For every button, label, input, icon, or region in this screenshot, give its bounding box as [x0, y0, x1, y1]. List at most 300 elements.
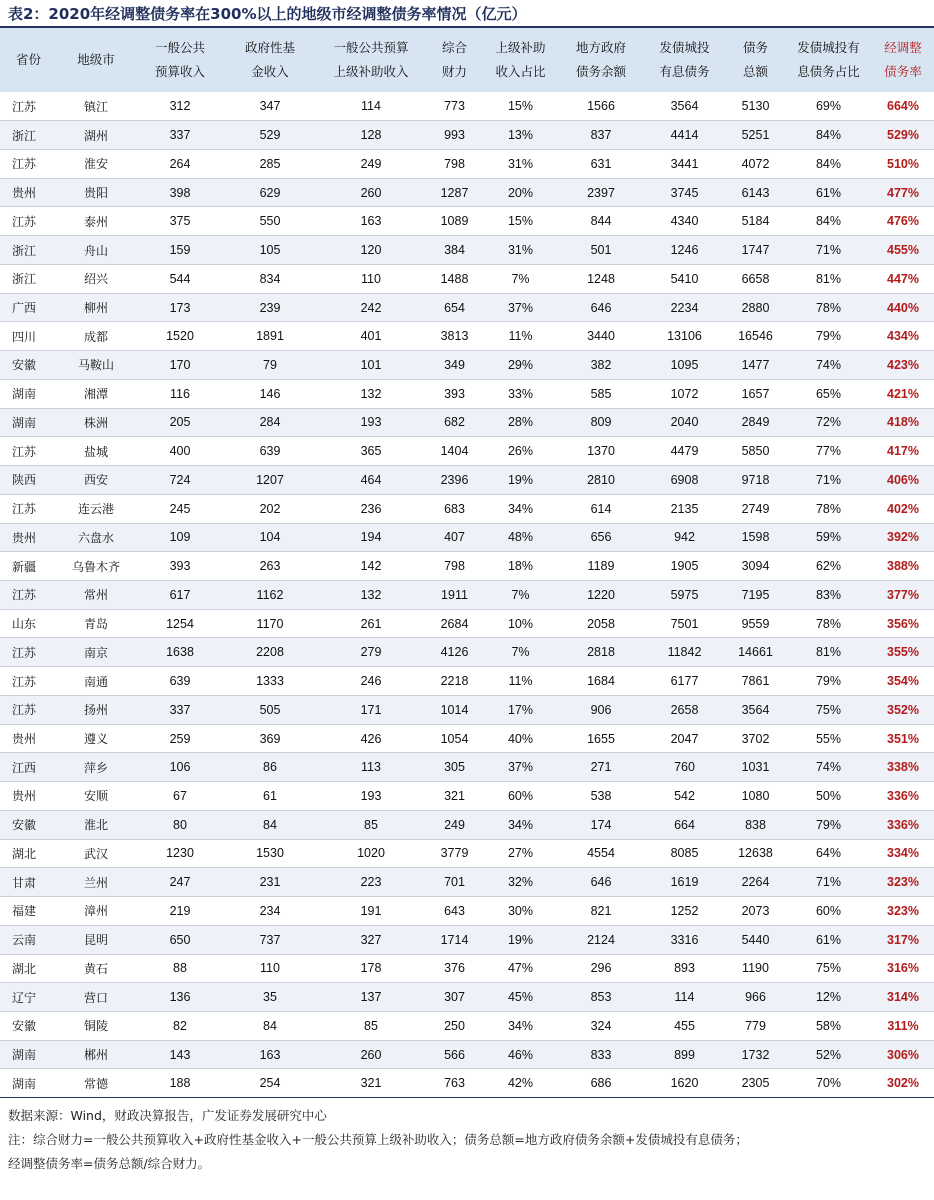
table-cell: 249: [315, 149, 427, 178]
column-header-line: 有息债务: [659, 64, 710, 79]
table-cell: 1638: [135, 638, 225, 667]
table-cell: 4554: [559, 839, 643, 868]
table-cell: 61%: [785, 925, 872, 954]
table-cell: 安徽: [0, 810, 57, 839]
table-cell: 湖北: [0, 954, 57, 983]
table-cell: 2810: [559, 466, 643, 495]
table-cell: 2749: [726, 494, 785, 523]
table-cell: 2124: [559, 925, 643, 954]
table-cell: 110: [225, 954, 315, 983]
table-cell: 392%: [872, 523, 934, 552]
table-cell: 71%: [785, 466, 872, 495]
table-cell: 江苏: [0, 437, 57, 466]
table-cell: 1054: [427, 724, 482, 753]
table-cell: 湖南: [0, 408, 57, 437]
table-row: [0, 753, 934, 782]
table-cell: 585: [559, 379, 643, 408]
table-cell: 舟山: [57, 236, 135, 265]
table-cell: 285: [225, 149, 315, 178]
table-row: [0, 494, 934, 523]
table-cell: 1207: [225, 466, 315, 495]
source-note: 数据来源：Wind，财政决算报告，广发证券发展研究中心: [8, 1108, 327, 1124]
table-cell: 798: [427, 552, 482, 581]
table-cell: 400: [135, 437, 225, 466]
table-cell: 407: [427, 523, 482, 552]
table-cell: 19%: [482, 925, 559, 954]
table-row: [0, 207, 934, 236]
table-cell: 382: [559, 351, 643, 380]
column-header: [785, 28, 872, 92]
table-cell: 2058: [559, 609, 643, 638]
table-cell: 120: [315, 236, 427, 265]
table-cell: 1089: [427, 207, 482, 236]
table-cell: 1080: [726, 782, 785, 811]
column-header-line: 综合: [441, 40, 467, 55]
table-cell: 966: [726, 983, 785, 1012]
table-header-row: [0, 28, 934, 92]
table-cell: 682: [427, 408, 482, 437]
table-row: [0, 552, 934, 581]
table-cell: 510%: [872, 149, 934, 178]
table-cell: 398: [135, 178, 225, 207]
table-cell: 336%: [872, 810, 934, 839]
table-cell: 85: [315, 1012, 427, 1041]
table-cell: 3094: [726, 552, 785, 581]
table-cell: 234: [225, 897, 315, 926]
table-cell: 15%: [482, 207, 559, 236]
table-cell: 1072: [643, 379, 726, 408]
table-cell: 821: [559, 897, 643, 926]
table-cell: 724: [135, 466, 225, 495]
table-cell: 231: [225, 868, 315, 897]
table-row: [0, 667, 934, 696]
table-cell: 常德: [57, 1069, 135, 1098]
table-cell: 4126: [427, 638, 482, 667]
column-header-line: 上级补助: [495, 40, 546, 55]
table-cell: 湘潭: [57, 379, 135, 408]
table-cell: 132: [315, 580, 427, 609]
table-cell: 1020: [315, 839, 427, 868]
table-cell: 88: [135, 954, 225, 983]
table-cell: 1620: [643, 1069, 726, 1098]
table-cell: 74%: [785, 753, 872, 782]
table-cell: 205: [135, 408, 225, 437]
table-cell: 4072: [726, 149, 785, 178]
table-cell: 84%: [785, 207, 872, 236]
table-cell: 广西: [0, 293, 57, 322]
table-cell: 79: [225, 351, 315, 380]
table-cell: 356%: [872, 609, 934, 638]
table-cell: 淮北: [57, 810, 135, 839]
table-cell: 323%: [872, 897, 934, 926]
table-cell: 279: [315, 638, 427, 667]
table-cell: 27%: [482, 839, 559, 868]
table-cell: 369: [225, 724, 315, 753]
table-cell: 13%: [482, 121, 559, 150]
table-cell: 18%: [482, 552, 559, 581]
column-header: [643, 28, 726, 92]
table-cell: 28%: [482, 408, 559, 437]
table-row: [0, 121, 934, 150]
table-cell: 34%: [482, 1012, 559, 1041]
table-cell: 906: [559, 695, 643, 724]
table-cell: 84: [225, 810, 315, 839]
table-cell: 江苏: [0, 580, 57, 609]
note-line-2: 经调整债务率=债务总额/综合财力。: [8, 1156, 211, 1172]
table-cell: 安徽: [0, 1012, 57, 1041]
table-row: [0, 954, 934, 983]
table-cell: 1248: [559, 264, 643, 293]
table-cell: 漳州: [57, 897, 135, 926]
table-cell: 249: [427, 810, 482, 839]
column-header-line: 一般公共: [154, 40, 205, 55]
table-cell: 江西: [0, 753, 57, 782]
table-cell: 529: [225, 121, 315, 150]
table-cell: 1732: [726, 1040, 785, 1069]
table-cell: 128: [315, 121, 427, 150]
table-cell: 388%: [872, 552, 934, 581]
table-cell: 6908: [643, 466, 726, 495]
table-cell: 26%: [482, 437, 559, 466]
table-cell: 70%: [785, 1069, 872, 1098]
table-cell: 263: [225, 552, 315, 581]
table-cell: 178: [315, 954, 427, 983]
table-cell: 323%: [872, 868, 934, 897]
table-cell: 317%: [872, 925, 934, 954]
table-cell: 501: [559, 236, 643, 265]
table-cell: 61%: [785, 178, 872, 207]
table-cell: 2397: [559, 178, 643, 207]
table-row: [0, 322, 934, 351]
table-cell: 306%: [872, 1040, 934, 1069]
table-cell: 311%: [872, 1012, 934, 1041]
table-cell: 701: [427, 868, 482, 897]
table-cell: 550: [225, 207, 315, 236]
table-cell: 萍乡: [57, 753, 135, 782]
table-cell: 40%: [482, 724, 559, 753]
table-cell: 401: [315, 322, 427, 351]
table-cell: 114: [315, 92, 427, 121]
table-cell: 838: [726, 810, 785, 839]
table-cell: 664: [643, 810, 726, 839]
table-cell: 79%: [785, 322, 872, 351]
table-cell: 成都: [57, 322, 135, 351]
table-cell: 淮安: [57, 149, 135, 178]
table-cell: 223: [315, 868, 427, 897]
column-header-line: 上级补助收入: [333, 64, 409, 79]
table-cell: 377%: [872, 580, 934, 609]
table-cell: 1404: [427, 437, 482, 466]
table-cell: 426: [315, 724, 427, 753]
table-cell: 421%: [872, 379, 934, 408]
table-cell: 834: [225, 264, 315, 293]
table-cell: 375: [135, 207, 225, 236]
table-cell: 3316: [643, 925, 726, 954]
table-cell: 193: [315, 782, 427, 811]
table-row: [0, 609, 934, 638]
table-cell: 354%: [872, 667, 934, 696]
table-cell: 942: [643, 523, 726, 552]
table-cell: 绍兴: [57, 264, 135, 293]
table-cell: 654: [427, 293, 482, 322]
table-cell: 114: [643, 983, 726, 1012]
table-cell: 260: [315, 178, 427, 207]
table-cell: 406%: [872, 466, 934, 495]
column-header-line: 经调整: [884, 40, 922, 55]
table-cell: 1684: [559, 667, 643, 696]
table-cell: 254: [225, 1069, 315, 1098]
table-cell: 110: [315, 264, 427, 293]
table-row: [0, 351, 934, 380]
table-cell: 64%: [785, 839, 872, 868]
table-cell: 1911: [427, 580, 482, 609]
column-header-line: 发债城投有: [797, 40, 860, 55]
table-cell: 316%: [872, 954, 934, 983]
table-cell: 1254: [135, 609, 225, 638]
table-cell: 11%: [482, 322, 559, 351]
table-cell: 1598: [726, 523, 785, 552]
table-cell: 17%: [482, 695, 559, 724]
table-cell: 江苏: [0, 149, 57, 178]
table-cell: 1477: [726, 351, 785, 380]
table-cell: 113: [315, 753, 427, 782]
table-row: [0, 695, 934, 724]
table-cell: 542: [643, 782, 726, 811]
table-cell: 5184: [726, 207, 785, 236]
table-cell: 477%: [872, 178, 934, 207]
table-cell: 7195: [726, 580, 785, 609]
table-cell: 12638: [726, 839, 785, 868]
table-cell: 544: [135, 264, 225, 293]
table-cell: 江苏: [0, 638, 57, 667]
column-header-line: 息债务占比: [797, 64, 860, 79]
table-cell: 338%: [872, 753, 934, 782]
table-cell: 245: [135, 494, 225, 523]
table-cell: 6177: [643, 667, 726, 696]
column-header: [427, 28, 482, 92]
table-cell: 福建: [0, 897, 57, 926]
table-cell: 844: [559, 207, 643, 236]
column-header: [482, 28, 559, 92]
table-cell: 1230: [135, 839, 225, 868]
table-row: [0, 897, 934, 926]
table-cell: 14661: [726, 638, 785, 667]
column-header: [135, 28, 225, 92]
table-cell: 236: [315, 494, 427, 523]
table-cell: 324: [559, 1012, 643, 1041]
table-cell: 71%: [785, 236, 872, 265]
table-cell: 1566: [559, 92, 643, 121]
table-cell: 湖南: [0, 1040, 57, 1069]
table-title: 表2：2020年经调整债务率在300%以上的地级市经调整债务率情况（亿元）: [0, 0, 934, 28]
table-cell: 2135: [643, 494, 726, 523]
column-header-line: 总额: [742, 64, 768, 79]
table-cell: 84%: [785, 121, 872, 150]
table-cell: 四川: [0, 322, 57, 351]
table-cell: 2396: [427, 466, 482, 495]
table-cell: 614: [559, 494, 643, 523]
table-cell: 105: [225, 236, 315, 265]
table-cell: 79%: [785, 810, 872, 839]
table-cell: 7%: [482, 638, 559, 667]
table-cell: 72%: [785, 408, 872, 437]
table-cell: 48%: [482, 523, 559, 552]
table-cell: 384: [427, 236, 482, 265]
table-cell: 1095: [643, 351, 726, 380]
table-cell: 3441: [643, 149, 726, 178]
table-cell: 遵义: [57, 724, 135, 753]
table-cell: 239: [225, 293, 315, 322]
table-cell: 305: [427, 753, 482, 782]
table-cell: 湖州: [57, 121, 135, 150]
table-cell: 1170: [225, 609, 315, 638]
table-cell: 505: [225, 695, 315, 724]
table-cell: 351%: [872, 724, 934, 753]
table-cell: 山东: [0, 609, 57, 638]
table-body: [0, 92, 934, 1098]
table-cell: 646: [559, 293, 643, 322]
table-cell: 2218: [427, 667, 482, 696]
table-cell: 连云港: [57, 494, 135, 523]
table-cell: 7501: [643, 609, 726, 638]
table-cell: 137: [315, 983, 427, 1012]
table-cell: 3564: [643, 92, 726, 121]
table-cell: 3440: [559, 322, 643, 351]
table-cell: 浙江: [0, 236, 57, 265]
table-cell: 321: [315, 1069, 427, 1098]
table-cell: 1530: [225, 839, 315, 868]
table-cell: 146: [225, 379, 315, 408]
column-header-line: 预算收入: [154, 64, 205, 79]
table-cell: 湖南: [0, 379, 57, 408]
table-cell: 347: [225, 92, 315, 121]
table-cell: 464: [315, 466, 427, 495]
table-row: [0, 868, 934, 897]
table-cell: 2208: [225, 638, 315, 667]
table-row: [0, 839, 934, 868]
table-cell: 47%: [482, 954, 559, 983]
table-cell: 常州: [57, 580, 135, 609]
table-cell: 泰州: [57, 207, 135, 236]
table-cell: 45%: [482, 983, 559, 1012]
table-cell: 337: [135, 121, 225, 150]
table-cell: 辽宁: [0, 983, 57, 1012]
table-cell: 盐城: [57, 437, 135, 466]
table-cell: 南通: [57, 667, 135, 696]
column-header: [315, 28, 427, 92]
table-cell: 763: [427, 1069, 482, 1098]
table-cell: 1189: [559, 552, 643, 581]
table-cell: 16546: [726, 322, 785, 351]
table-cell: 349: [427, 351, 482, 380]
table-cell: 116: [135, 379, 225, 408]
table-cell: 434%: [872, 322, 934, 351]
table-cell: 59%: [785, 523, 872, 552]
table-cell: 柳州: [57, 293, 135, 322]
column-header-line: 发债城投: [659, 40, 710, 55]
table-cell: 31%: [482, 149, 559, 178]
table-cell: 新疆: [0, 552, 57, 581]
table-cell: 296: [559, 954, 643, 983]
table-cell: 3702: [726, 724, 785, 753]
table-cell: 737: [225, 925, 315, 954]
table-cell: 8085: [643, 839, 726, 868]
table-cell: 7%: [482, 264, 559, 293]
table-cell: 62%: [785, 552, 872, 581]
table-cell: 32%: [482, 868, 559, 897]
table-cell: 6143: [726, 178, 785, 207]
table-cell: 455%: [872, 236, 934, 265]
table-cell: 104: [225, 523, 315, 552]
table-cell: 307: [427, 983, 482, 1012]
table-row: [0, 782, 934, 811]
table-row: [0, 264, 934, 293]
table-cell: 5975: [643, 580, 726, 609]
table-cell: 1333: [225, 667, 315, 696]
table-cell: 浙江: [0, 121, 57, 150]
column-header: [726, 28, 785, 92]
table-cell: 1220: [559, 580, 643, 609]
table-cell: 5251: [726, 121, 785, 150]
table-cell: 617: [135, 580, 225, 609]
table-cell: 65%: [785, 379, 872, 408]
table-cell: 86: [225, 753, 315, 782]
table-cell: 779: [726, 1012, 785, 1041]
column-header-line: 省份: [15, 52, 41, 67]
table-cell: 46%: [482, 1040, 559, 1069]
table-cell: 352%: [872, 695, 934, 724]
table-cell: 江苏: [0, 207, 57, 236]
table-cell: 安顺: [57, 782, 135, 811]
table-cell: 7861: [726, 667, 785, 696]
table-cell: 1714: [427, 925, 482, 954]
table-cell: 81%: [785, 638, 872, 667]
table-cell: 37%: [482, 753, 559, 782]
table-cell: 664%: [872, 92, 934, 121]
table-cell: 159: [135, 236, 225, 265]
table-cell: 12%: [785, 983, 872, 1012]
table-cell: 683: [427, 494, 482, 523]
table-cell: 贵州: [0, 782, 57, 811]
table-cell: 447%: [872, 264, 934, 293]
table-cell: 171: [315, 695, 427, 724]
table-cell: 19%: [482, 466, 559, 495]
table-row: [0, 236, 934, 265]
table-cell: 1370: [559, 437, 643, 466]
table-cell: 271: [559, 753, 643, 782]
table-cell: 六盘水: [57, 523, 135, 552]
table-cell: 贵州: [0, 724, 57, 753]
table-cell: 1014: [427, 695, 482, 724]
table-cell: 南京: [57, 638, 135, 667]
table-cell: 639: [135, 667, 225, 696]
table-cell: 106: [135, 753, 225, 782]
table-cell: 686: [559, 1069, 643, 1098]
table-cell: 58%: [785, 1012, 872, 1041]
table-cell: 3564: [726, 695, 785, 724]
table-cell: 101: [315, 351, 427, 380]
column-header-line: 收入占比: [495, 64, 546, 79]
table-cell: 261: [315, 609, 427, 638]
table-cell: 109: [135, 523, 225, 552]
table-cell: 79%: [785, 667, 872, 696]
table-cell: 219: [135, 897, 225, 926]
table-cell: 78%: [785, 293, 872, 322]
table-cell: 52%: [785, 1040, 872, 1069]
table-cell: 77%: [785, 437, 872, 466]
table-cell: 67: [135, 782, 225, 811]
table-cell: 5410: [643, 264, 726, 293]
